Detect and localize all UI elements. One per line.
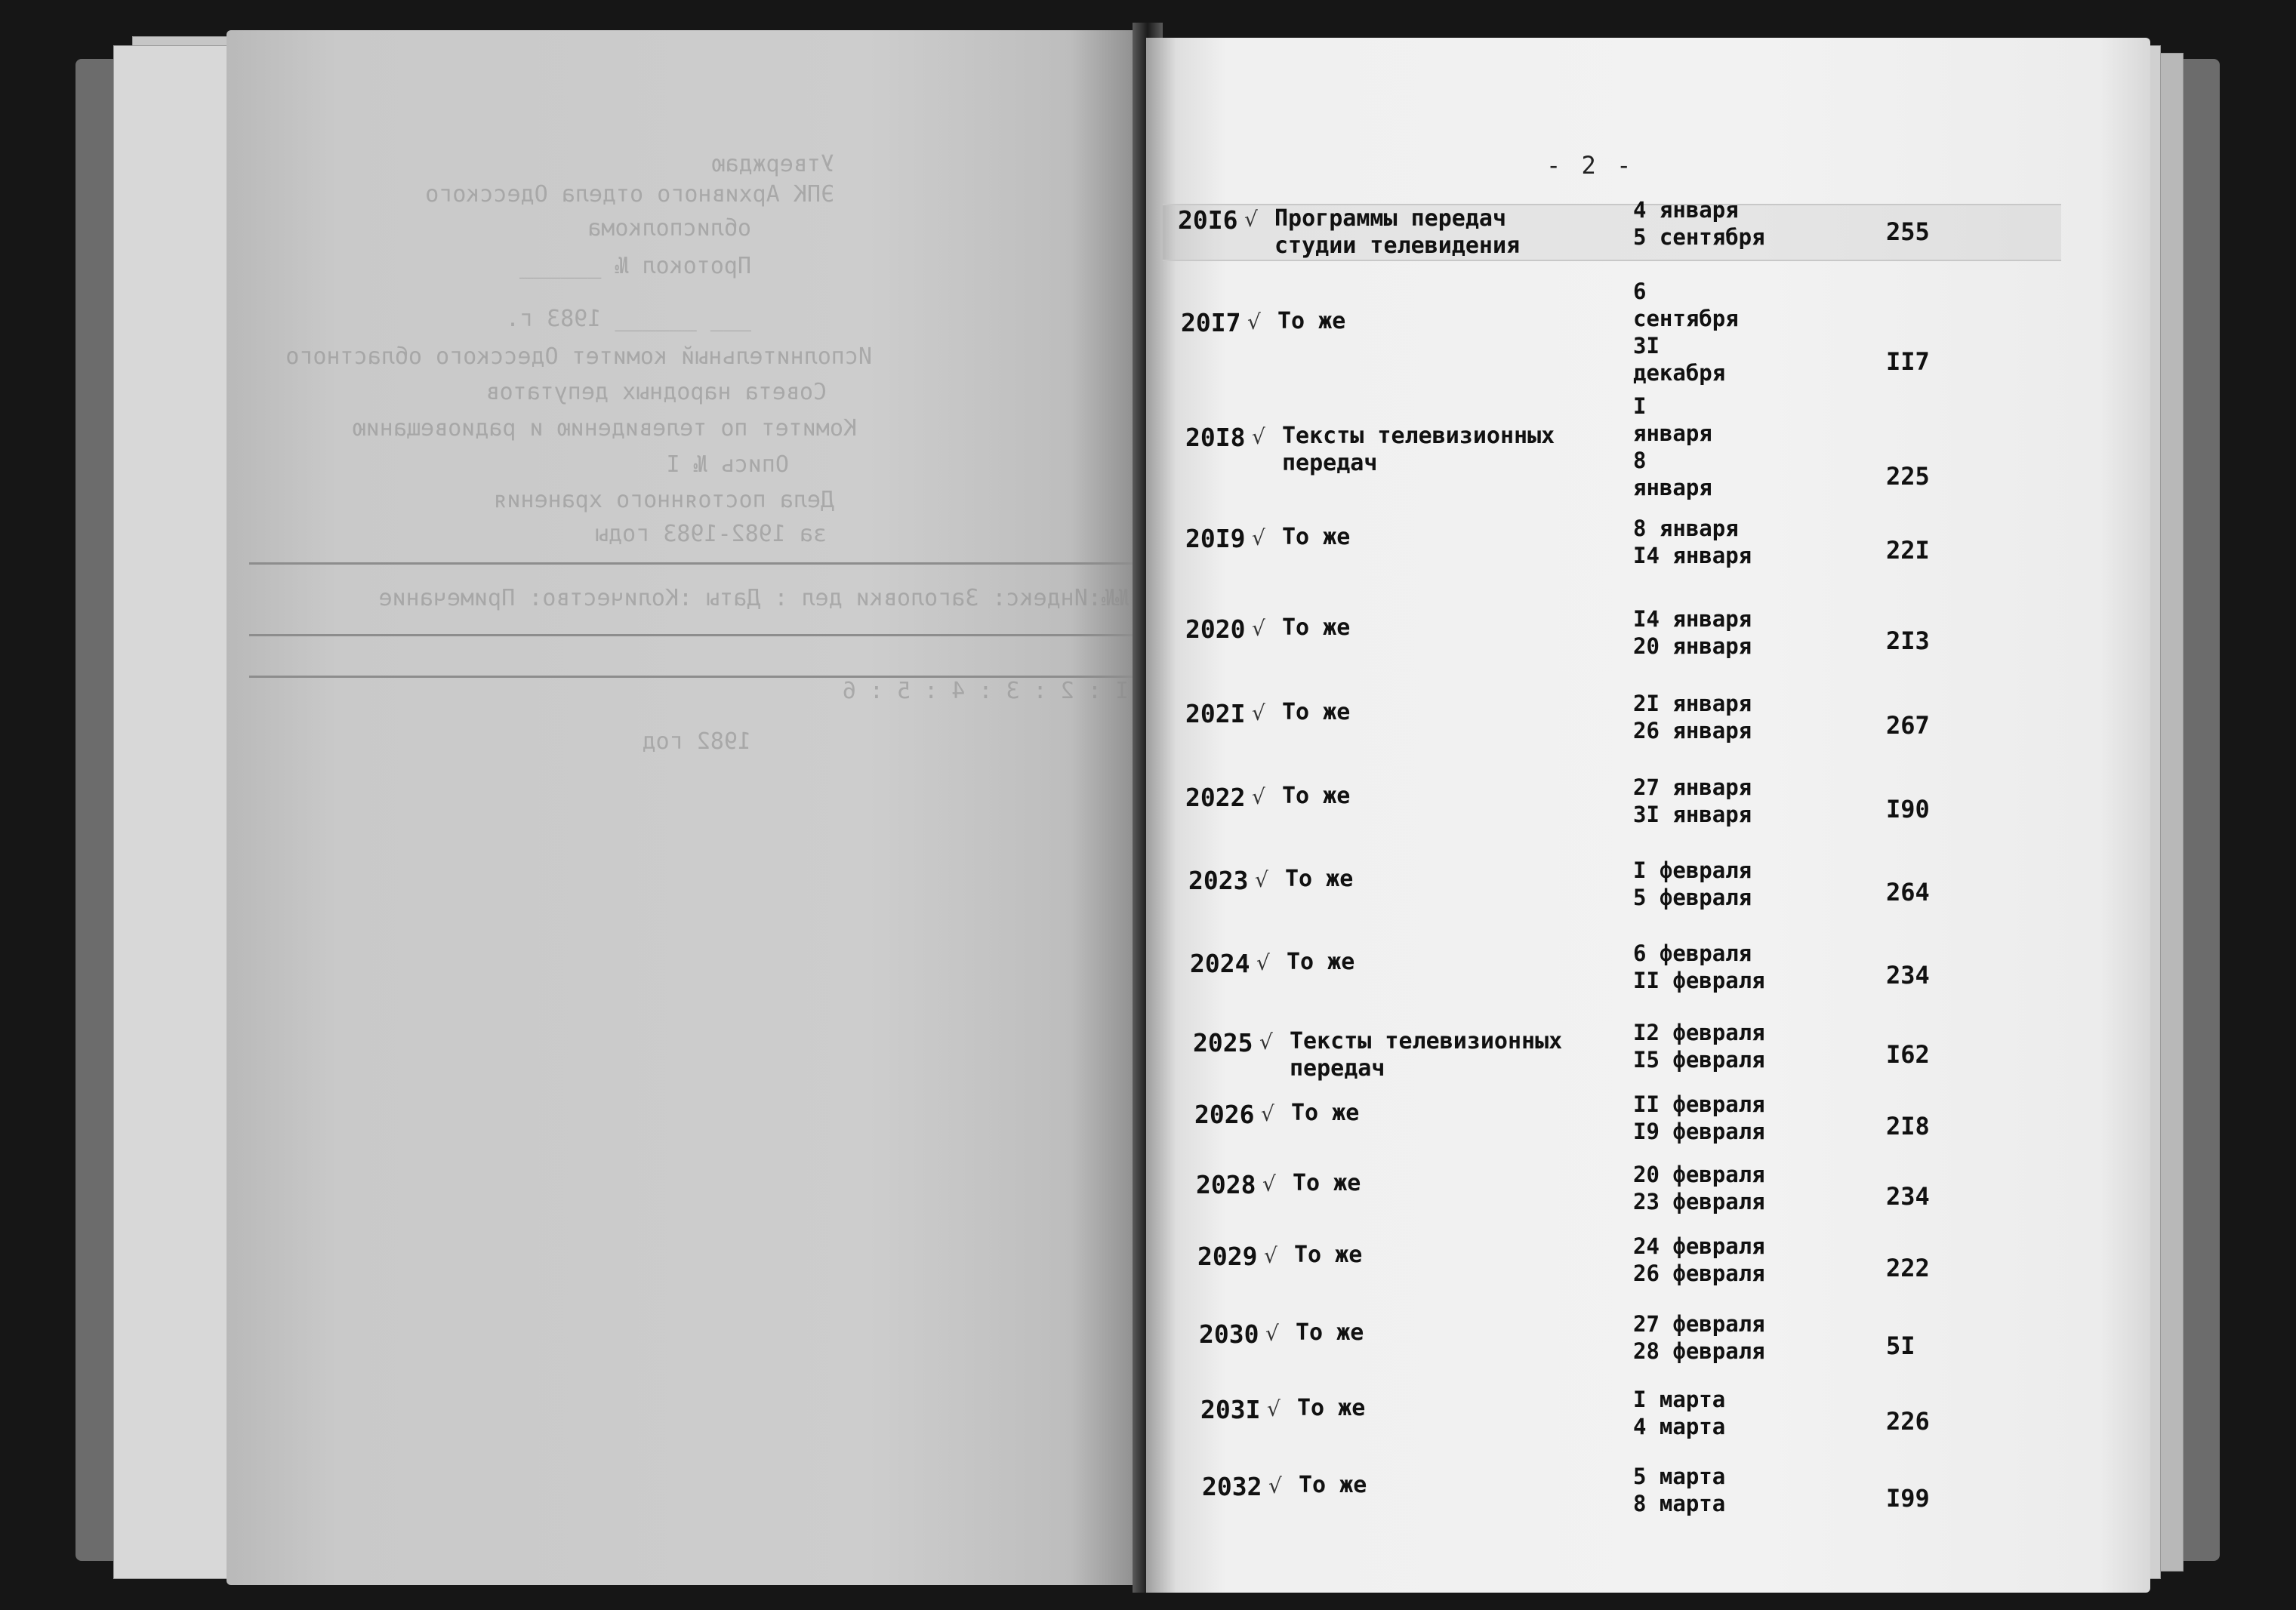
inventory-entry: [1146, 196, 2150, 257]
entry-number: 2032: [1202, 1472, 1262, 1501]
entry-title: То же: [1277, 308, 1346, 334]
entry-title: То же: [1285, 866, 1354, 892]
sheet-count: 234: [1886, 1182, 1930, 1211]
entry-dates: 8 января I4 января: [1633, 516, 1752, 568]
ghost-line: №№:Индекс: Заголовки дел : Даты :Количество: Примечание: [378, 585, 1129, 611]
check-mark: √: [1252, 424, 1265, 449]
inventory-entry: [1146, 278, 2150, 386]
sheet-count: 222: [1886, 1254, 1930, 1282]
entry-dates: 24 февраля 26 февраля: [1633, 1233, 1765, 1286]
entry-dates: I февраля 5 февраля: [1633, 857, 1752, 910]
entry-dates: 4 января 5 сентября: [1633, 197, 1765, 250]
entry-title: То же: [1282, 699, 1351, 725]
ghost-line: ЭПК Архивного отдела Одесского: [425, 181, 834, 208]
check-mark: √: [1252, 700, 1265, 725]
ghost-line: за 1982-1983 годы: [594, 521, 827, 547]
check-mark: √: [1256, 950, 1270, 975]
inventory-entry: [1146, 857, 2150, 917]
sheet-count: 264: [1886, 878, 1930, 907]
entry-number: 20I9: [1185, 524, 1246, 553]
entry-number: 2028: [1196, 1170, 1256, 1199]
sheet-count: 225: [1886, 462, 1930, 491]
ghost-line: I : 2 : 3 : 4 : 5 : 6: [842, 678, 1129, 704]
sheet-count: 226: [1886, 1407, 1930, 1436]
sheet-count: 5I: [1886, 1331, 1915, 1360]
entry-title: То же: [1282, 524, 1351, 550]
sheet-count: 267: [1886, 711, 1930, 740]
inventory-entry: [1146, 1091, 2150, 1151]
inventory-entry: [1146, 940, 2150, 1000]
ghost-line: Комитет по телевидению и радиовещанию: [352, 415, 857, 442]
check-mark: √: [1264, 1243, 1277, 1268]
entry-number: 2022: [1185, 783, 1246, 812]
entry-title: Тексты телевизионных передач: [1290, 1028, 1563, 1082]
check-mark: √: [1255, 867, 1268, 892]
entry-title: Тексты телевизионных передач: [1282, 423, 1555, 476]
entry-dates: I января 8 января: [1633, 393, 1712, 500]
entry-title: То же: [1287, 949, 1355, 975]
check-mark: √: [1265, 1321, 1279, 1346]
entry-dates: 20 февраля 23 февраля: [1633, 1162, 1765, 1214]
entry-number: 2024: [1190, 949, 1250, 978]
check-mark: √: [1252, 616, 1265, 641]
check-mark: √: [1252, 525, 1265, 550]
entry-title: То же: [1291, 1100, 1360, 1126]
ghost-line: Протокол № ______: [519, 253, 751, 279]
entry-dates: 5 марта 8 марта: [1633, 1464, 1726, 1516]
check-mark: √: [1261, 1101, 1274, 1126]
check-mark: √: [1259, 1030, 1273, 1054]
entry-number: 2023: [1188, 866, 1249, 895]
ghost-line: Совета народных депутатов: [485, 379, 827, 405]
entry-title: То же: [1296, 1319, 1364, 1346]
inventory-entry: [1146, 690, 2150, 750]
check-mark: √: [1262, 1171, 1276, 1196]
entry-dates: 27 января 3I января: [1633, 774, 1752, 827]
inventory-entry: [1146, 1463, 2150, 1523]
ghost-line: Дела постоянного хранения: [493, 487, 834, 513]
ghost-line: ___ ______ 1983 г.: [505, 306, 751, 332]
entry-title: То же: [1299, 1472, 1367, 1498]
entry-title: То же: [1282, 614, 1351, 641]
entry-number: 2020: [1185, 614, 1246, 644]
inventory-entry: [1146, 392, 2150, 500]
sheet-count: 255: [1886, 217, 1930, 246]
entry-title: То же: [1293, 1170, 1361, 1196]
sheet-count: 2I3: [1886, 626, 1930, 655]
entry-number: 20I8: [1185, 423, 1246, 452]
entry-title: То же: [1294, 1242, 1363, 1268]
check-mark: √: [1267, 1396, 1281, 1421]
entry-number: 2030: [1199, 1319, 1259, 1349]
entry-number: 2025: [1193, 1028, 1253, 1057]
check-mark: √: [1252, 784, 1265, 809]
entry-number: 20I6: [1178, 205, 1238, 235]
entry-number: 20I7: [1181, 308, 1241, 337]
inventory-entry: [1146, 515, 2150, 575]
sheet-count: 2I8: [1886, 1112, 1930, 1141]
entry-dates: 2I января 26 января: [1633, 691, 1752, 743]
inventory-page: [1146, 38, 2150, 1593]
reverse-side-ghost-text: [227, 30, 1144, 1585]
entry-dates: 6 сентября 3I декабря: [1633, 279, 1739, 386]
page-number: - 2 -: [1546, 151, 1635, 180]
inventory-entry: [1146, 1386, 2150, 1446]
inventory-entry: [1146, 605, 2150, 666]
entry-dates: I4 января 20 января: [1633, 606, 1752, 659]
entry-dates: 27 февраля 28 февраля: [1633, 1311, 1765, 1364]
sheet-count: I62: [1886, 1040, 1930, 1069]
entry-number: 203I: [1200, 1395, 1261, 1424]
inventory-entry: [1146, 774, 2150, 834]
entry-number: 2029: [1197, 1242, 1258, 1271]
inventory-entry: [1146, 1310, 2150, 1371]
entry-title: Программы передач студии телевидения: [1274, 205, 1521, 259]
check-mark: √: [1268, 1473, 1282, 1498]
sheet-count: 22I: [1886, 536, 1930, 565]
check-mark: √: [1244, 207, 1258, 232]
check-mark: √: [1247, 309, 1261, 334]
sheet-count: I99: [1886, 1484, 1930, 1513]
entry-number: 2026: [1194, 1100, 1255, 1129]
entry-dates: II февраля I9 февраля: [1633, 1091, 1765, 1144]
entry-dates: I2 февраля I5 февраля: [1633, 1020, 1765, 1073]
inventory-entry: [1146, 1019, 2150, 1082]
inventory-entry: [1146, 1161, 2150, 1221]
inventory-entry: [1146, 1233, 2150, 1293]
sheet-count: I90: [1886, 795, 1930, 823]
sheet-count: 234: [1886, 961, 1930, 990]
ghost-line: Утверждаю: [711, 151, 834, 177]
entry-dates: 6 февраля II февраля: [1633, 940, 1765, 993]
entry-number: 202I: [1185, 699, 1246, 728]
ghost-line: Опись № I: [666, 451, 789, 478]
ghost-line: облисполкома: [587, 215, 751, 242]
entry-title: То же: [1282, 783, 1351, 809]
sheet-count: II7: [1886, 347, 1930, 376]
entry-title: То же: [1297, 1395, 1366, 1421]
ghost-line: 1982 год: [642, 728, 751, 755]
entry-dates: I марта 4 марта: [1633, 1387, 1726, 1439]
ghost-line: Исполнительный комитет Одесского областного: [285, 343, 872, 370]
